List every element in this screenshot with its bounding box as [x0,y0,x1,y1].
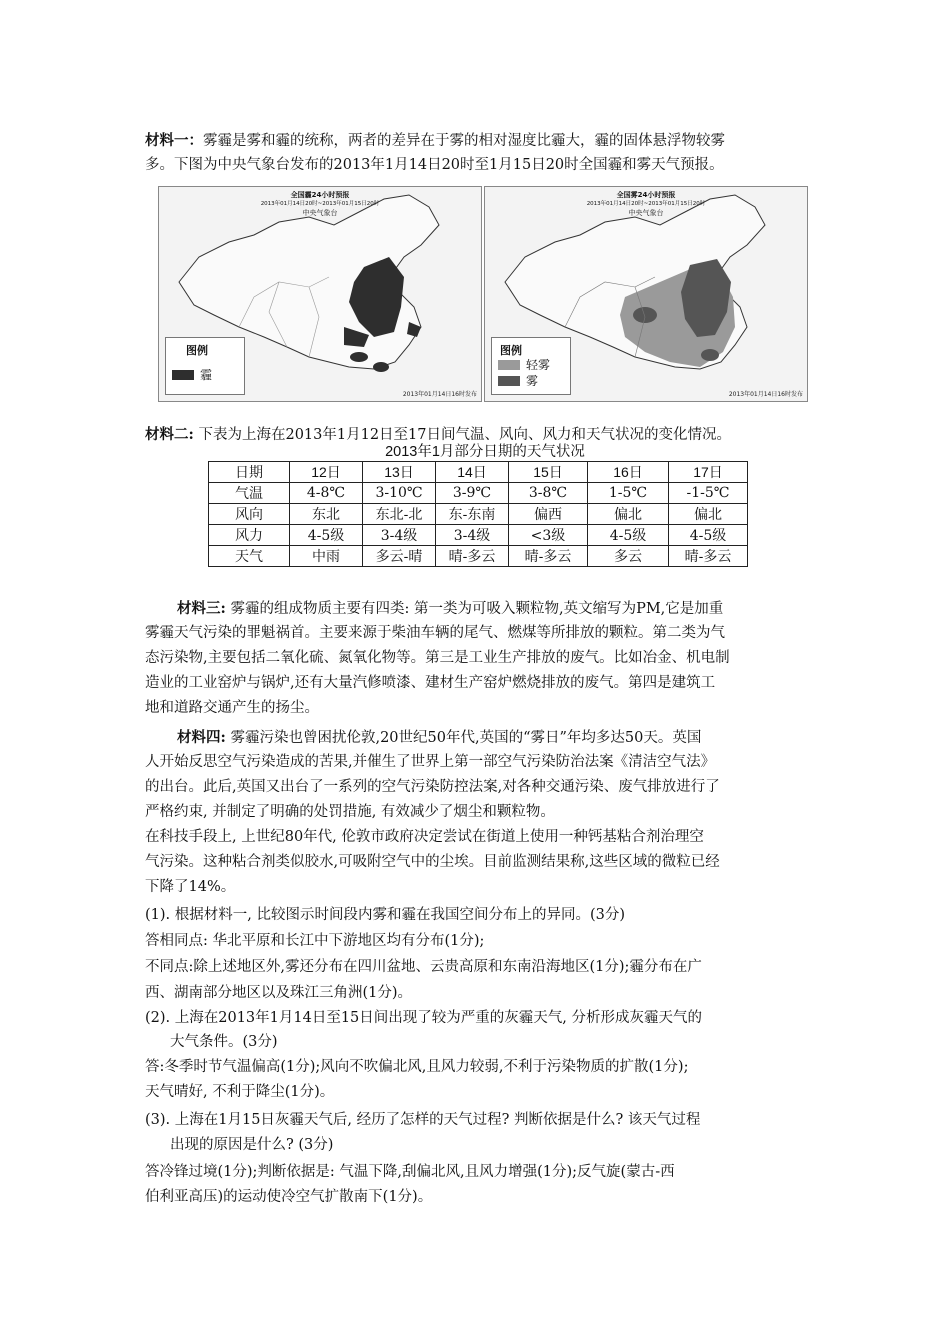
table-cell: 4-8℃ [290,483,363,504]
haze-map-published: 2013年01月14日16时发布 [402,391,477,398]
table-header-cell: 16日 [588,462,669,483]
material2-label: 材料二: [145,426,194,443]
fog-map-header [485,191,807,218]
answer2-line1: 答:冬季时节气温偏高(1分);风向不吹偏北风,且风力较弱,不利于污染物质的扩散(1分); [145,1059,689,1075]
table-cell: 偏西 [509,504,588,525]
table-header-cell: 13日 [363,462,436,483]
table-row [209,525,748,546]
table-row [209,504,748,525]
material3-line4: 造业的工业窑炉与锅炉,还有大量汽修喷漆、建材生产窑炉燃烧排放的废气。第四是建筑工 [145,675,716,691]
material4-line7: 下降了14%。 [145,879,236,895]
table-header-cell: 17日 [669,462,748,483]
material4-line1: 材料四: 雾霾污染也曾困扰伦敦,20世纪50年代,英国的“雾日”年均多达50天。英国 [177,729,702,746]
fog-map-agency: 中央气象台 [628,209,664,217]
table-cell: 3-4级 [363,525,436,546]
table-cell: 风力 [209,525,290,546]
table-header-cell: 15日 [509,462,588,483]
material1-line1: 材料一：雾霾是雾和霾的统称，两者的差异在于雾的相对湿度比霾大，霾的固体悬浮物较雾 [145,132,725,149]
table-cell: 东-东南 [436,504,509,525]
haze-map-legend [165,337,245,395]
table-cell: 晴-多云 [509,546,588,567]
weather-table [208,461,748,567]
table-cell: 晴-多云 [669,546,748,567]
fog-map-title: 全国雾24小时预报 [616,191,676,199]
fog-map-legend [491,337,571,395]
table-cell: 多云 [588,546,669,567]
question2-line1: (2). 上海在2013年1月14日至15日间出现了较为严重的灰霾天气, 分析形成灰霾天气的 [145,1010,703,1026]
answer3-line2: 伯利亚高压)的运动使冷空气扩散南下(1分)。 [145,1189,433,1205]
table-cell: 多云-晴 [363,546,436,567]
haze-map-header [159,191,481,218]
answer1-line3: 西、湖南部分地区以及珠江三角洲(1分)。 [145,985,413,1001]
light-fog-legend-label: 轻雾 [526,358,551,372]
table-header-cell: 14日 [436,462,509,483]
table-cell: 4-5级 [669,525,748,546]
table-cell: 3-9℃ [436,483,509,504]
table-cell: 东北-北 [363,504,436,525]
table-cell: 东北 [290,504,363,525]
fog-legend-swatch [498,376,520,386]
material3-line3: 态污染物,主要包括二氧化硫、氮氧化物等。第三是工业生产排放的废气。比如冶金、机电制 [145,650,730,666]
haze-forecast-map [158,186,482,402]
table-cell: 1-5℃ [588,483,669,504]
table-header-cell: 日期 [209,462,290,483]
table-cell: 4-5级 [588,525,669,546]
question3-line1: (3). 上海在1月15日灰霾天气后, 经历了怎样的天气过程? 判断依据是什么? 该天气过程 [145,1112,701,1128]
material1-line2: 多。下图为中央气象台发布的2013年1月14日20时至1月15日20时全国霾和雾天气预报。 [145,157,724,173]
fog-forecast-map [484,186,808,402]
material3-line1: 材料三: 雾霾的组成物质主要有四类: 第一类为可吸入颗粒物,英文缩写为PM,它是加重 [177,600,724,617]
material4-line6: 气污染。这种粘合剂类似胶水,可吸附空气中的尘埃。目前监测结果称,这些区域的微粒已经 [145,854,720,870]
fog-map-published: 2013年01月14日16时发布 [728,391,803,398]
table-row [209,483,748,504]
question3-line2: 出现的原因是什么? (3分) [170,1137,334,1153]
haze-map-subtitle: 2013年01月14日20时~2013年01月15日20时 [260,201,380,207]
table-cell: 偏北 [588,504,669,525]
question2-line2: 大气条件。(3分) [170,1034,278,1050]
question1: (1). 根据材料一, 比较图示时间段内雾和霾在我国空间分布上的异同。(3分) [145,907,626,923]
table-cell: <3级 [509,525,588,546]
material1-label: 材料一： [145,132,203,149]
table-cell: 偏北 [669,504,748,525]
table-header-cell: 12日 [290,462,363,483]
answer2-line2: 天气晴好, 不利于降尘(1分)。 [145,1084,335,1100]
table-caption: 2013年1月部分日期的天气状况 [385,444,585,460]
haze-legend-swatch [172,370,194,380]
fog-legend-label: 雾 [526,374,539,388]
material4-line4: 严格约束, 并制定了明确的处罚措施, 有效减少了烟尘和颗粒物。 [145,804,555,820]
material4-label: 材料四: [177,729,226,746]
haze-map-title: 全国霾24小时预报 [290,191,350,199]
table-cell: -1-5℃ [669,483,748,504]
table-cell: 天气 [209,546,290,567]
table-cell: 3-4级 [436,525,509,546]
table-header-row [209,462,748,483]
fog-legend-title: 图例 [500,344,522,357]
table-cell: 中雨 [290,546,363,567]
fog-map-subtitle: 2013年01月14日20时~2013年01月15日20时 [586,201,706,207]
table-row [209,546,748,567]
material3-line5: 地和道路交通产生的扬尘。 [145,700,319,716]
material4-line3: 的出台。此后,英国又出台了一系列的空气污染防控法案,对各种交通污染、废气排放进行了 [145,779,720,795]
answer1-line1: 答相同点: 华北平原和长江中下游地区均有分布(1分); [145,933,485,949]
haze-legend-title: 图例 [186,344,208,357]
answer1-line2: 不同点:除上述地区外,雾还分布在四川盆地、云贵高原和东南沿海地区(1分);霾分布在广 [145,959,702,975]
material3-line2: 雾霾天气污染的罪魁祸首。主要来源于柴油车辆的尾气、燃煤等所排放的颗粒。第二类为气 [145,625,725,641]
material4-line2: 人开始反思空气污染造成的苦果,并催生了世界上第一部空气污染防治法案《清洁空气法》 [145,754,716,770]
material4-line5: 在科技手段上, 上世纪80年代, 伦敦市政府决定尝试在街道上使用一种钙基粘合剂治理空 [145,829,704,845]
light-fog-legend-swatch [498,360,520,370]
table-cell: 晴-多云 [436,546,509,567]
answer3-line1: 答冷锋过境(1分);判断依据是: 气温下降,刮偏北风,且风力增强(1分);反气旋(蒙古-西 [145,1164,675,1180]
haze-legend-label: 霾 [200,368,213,382]
table-cell: 3-8℃ [509,483,588,504]
table-cell: 风向 [209,504,290,525]
forecast-maps [158,186,808,400]
table-cell: 气温 [209,483,290,504]
haze-map-agency: 中央气象台 [302,209,338,217]
material2-line: 材料二: 下表为上海在2013年1月12日至17日间气温、风向、风力和天气状况的变化情况。 [145,426,731,443]
material3-label: 材料三: [177,600,226,617]
table-cell: 4-5级 [290,525,363,546]
table-cell: 3-10℃ [363,483,436,504]
